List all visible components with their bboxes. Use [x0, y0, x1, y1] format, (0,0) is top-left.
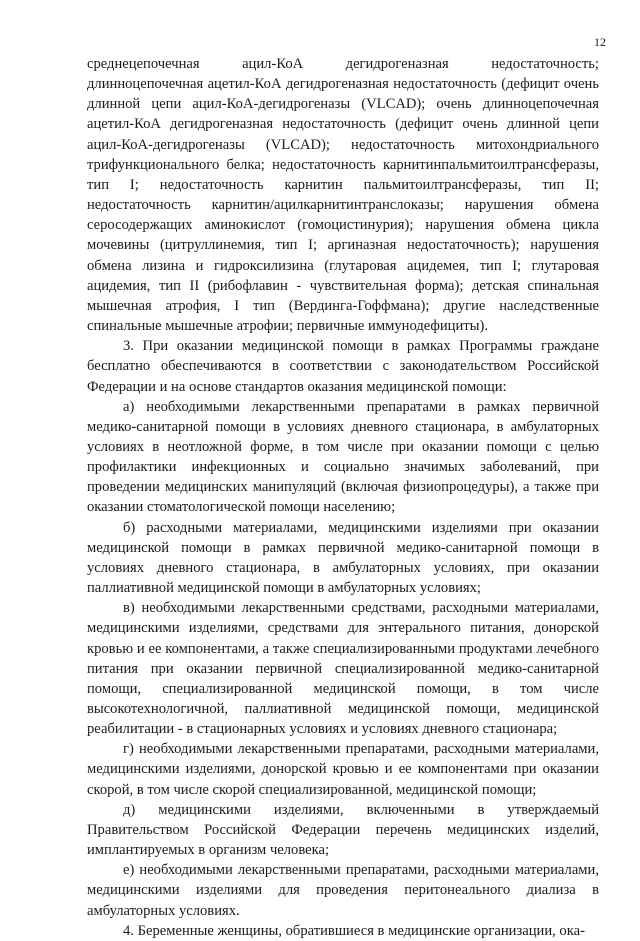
paragraph-item-g: г) необходимыми лекарственными препаратами, расходными материалами, медицинскими изделиями, донорской кровью и ее компонентами при оказании скорой, в том числе скорой специализированной, медицинской помощи;	[87, 741, 599, 798]
paragraph-item-d: д) медицинскими изделиями, включенными в утверждаемый Правительством Российской Федерации перечень медицинских изделий, имплантируемых в организм человека;	[87, 801, 599, 859]
paragraph-item-b: б) расходными материалами, медицинскими изделиями при оказании медицинской помощи в рамках первичной медико-санитарной помощи в условиях дневного стационара, в амбулаторных условиях, при оказании паллиативной медицинской помощи в амбулаторных условиях;	[87, 519, 599, 597]
paragraph-item-a: а) необходимыми лекарственными препаратами в рамках первичной медико-санитарной помощи в условиях дневного стационара, в амбулаторных условиях в неотложной форме, в том числе при оказании помощи с целью профилактики инфекционных и социально значимых заболеваний, при проведении медицинских манипуляций (включая физиопроцедуры), а также при оказании стоматологической помощи населению;	[87, 398, 599, 516]
paragraph-item-v: в) необходимыми лекарственными средствами, расходными материалами, медицинскими изделиями, средствами для энтерального питания, донорской кровью и ее компонентами, а также специализированными продуктами лечебного питания при оказании первичной специализированной медико-санитарной помощи, специализированной медицинской помощи, в том числе высокотехнологичной, паллиативной медицинской помощи, медицинской реабилитации - в стационарных условиях и условиях дневного стационара;	[87, 600, 599, 738]
paragraph-item-e: е) необходимыми лекарственными препаратами, расходными материалами, медицинскими изделиями для проведения перитонеального диализа в амбулаторных условиях.	[87, 862, 599, 919]
paragraph-continuation: среднецепочечная ацил-КоА дегидрогеназная недостаточность; длинноцепочечная ацетил-КоА дегидрогеназная недостаточность (дефицит очень длинной цепи ацил-КоА-дегидрогеназы (VLCAD); очень длинноцепочечная ацетил-КоА дегидрогеназная недостаточность (дефицит очень длинной цепи ацил-КоА-дегидрогеназы (VLCAD); недостаточность митохондриального трифункционального белка; недостаточность карнитинпальмитоилтрансферазы, тип I; недостаточность карнитин пальмитоилтрансферазы, тип II; недостаточность карнитин/ацилкарнитинтранслоказы; нарушения обмена серосодержащих аминокислот (гомоцистинурия); нарушения обмена цикла мочевины (цитруллинемия, тип I; аргиназная недостаточность); нарушения обмена лизина и гидроксилизина (глутаровая ацидемея, тип I; глутаровая ацидемия, тип II (рибофлавин - чувствительная форма); детская спинальная мышечная атрофия, I тип (Вердинга-Гоффмана); другие наследственные спинальные мышечные атрофии; первичные иммунодефициты).	[87, 56, 599, 335]
paragraph-item-3: 3. При оказании медицинской помощи в рамках Программы граждане бесплатно обеспечиваются в соответствии с законодательством Российской Федерации и на основе стандартов оказания медицинской помощи:	[87, 338, 599, 395]
document-body	[87, 54, 599, 941]
paragraph-item-4: 4. Беременные женщины, обратившиеся в медицинские организации, ока-	[123, 922, 585, 939]
page-number: 12	[594, 35, 606, 49]
